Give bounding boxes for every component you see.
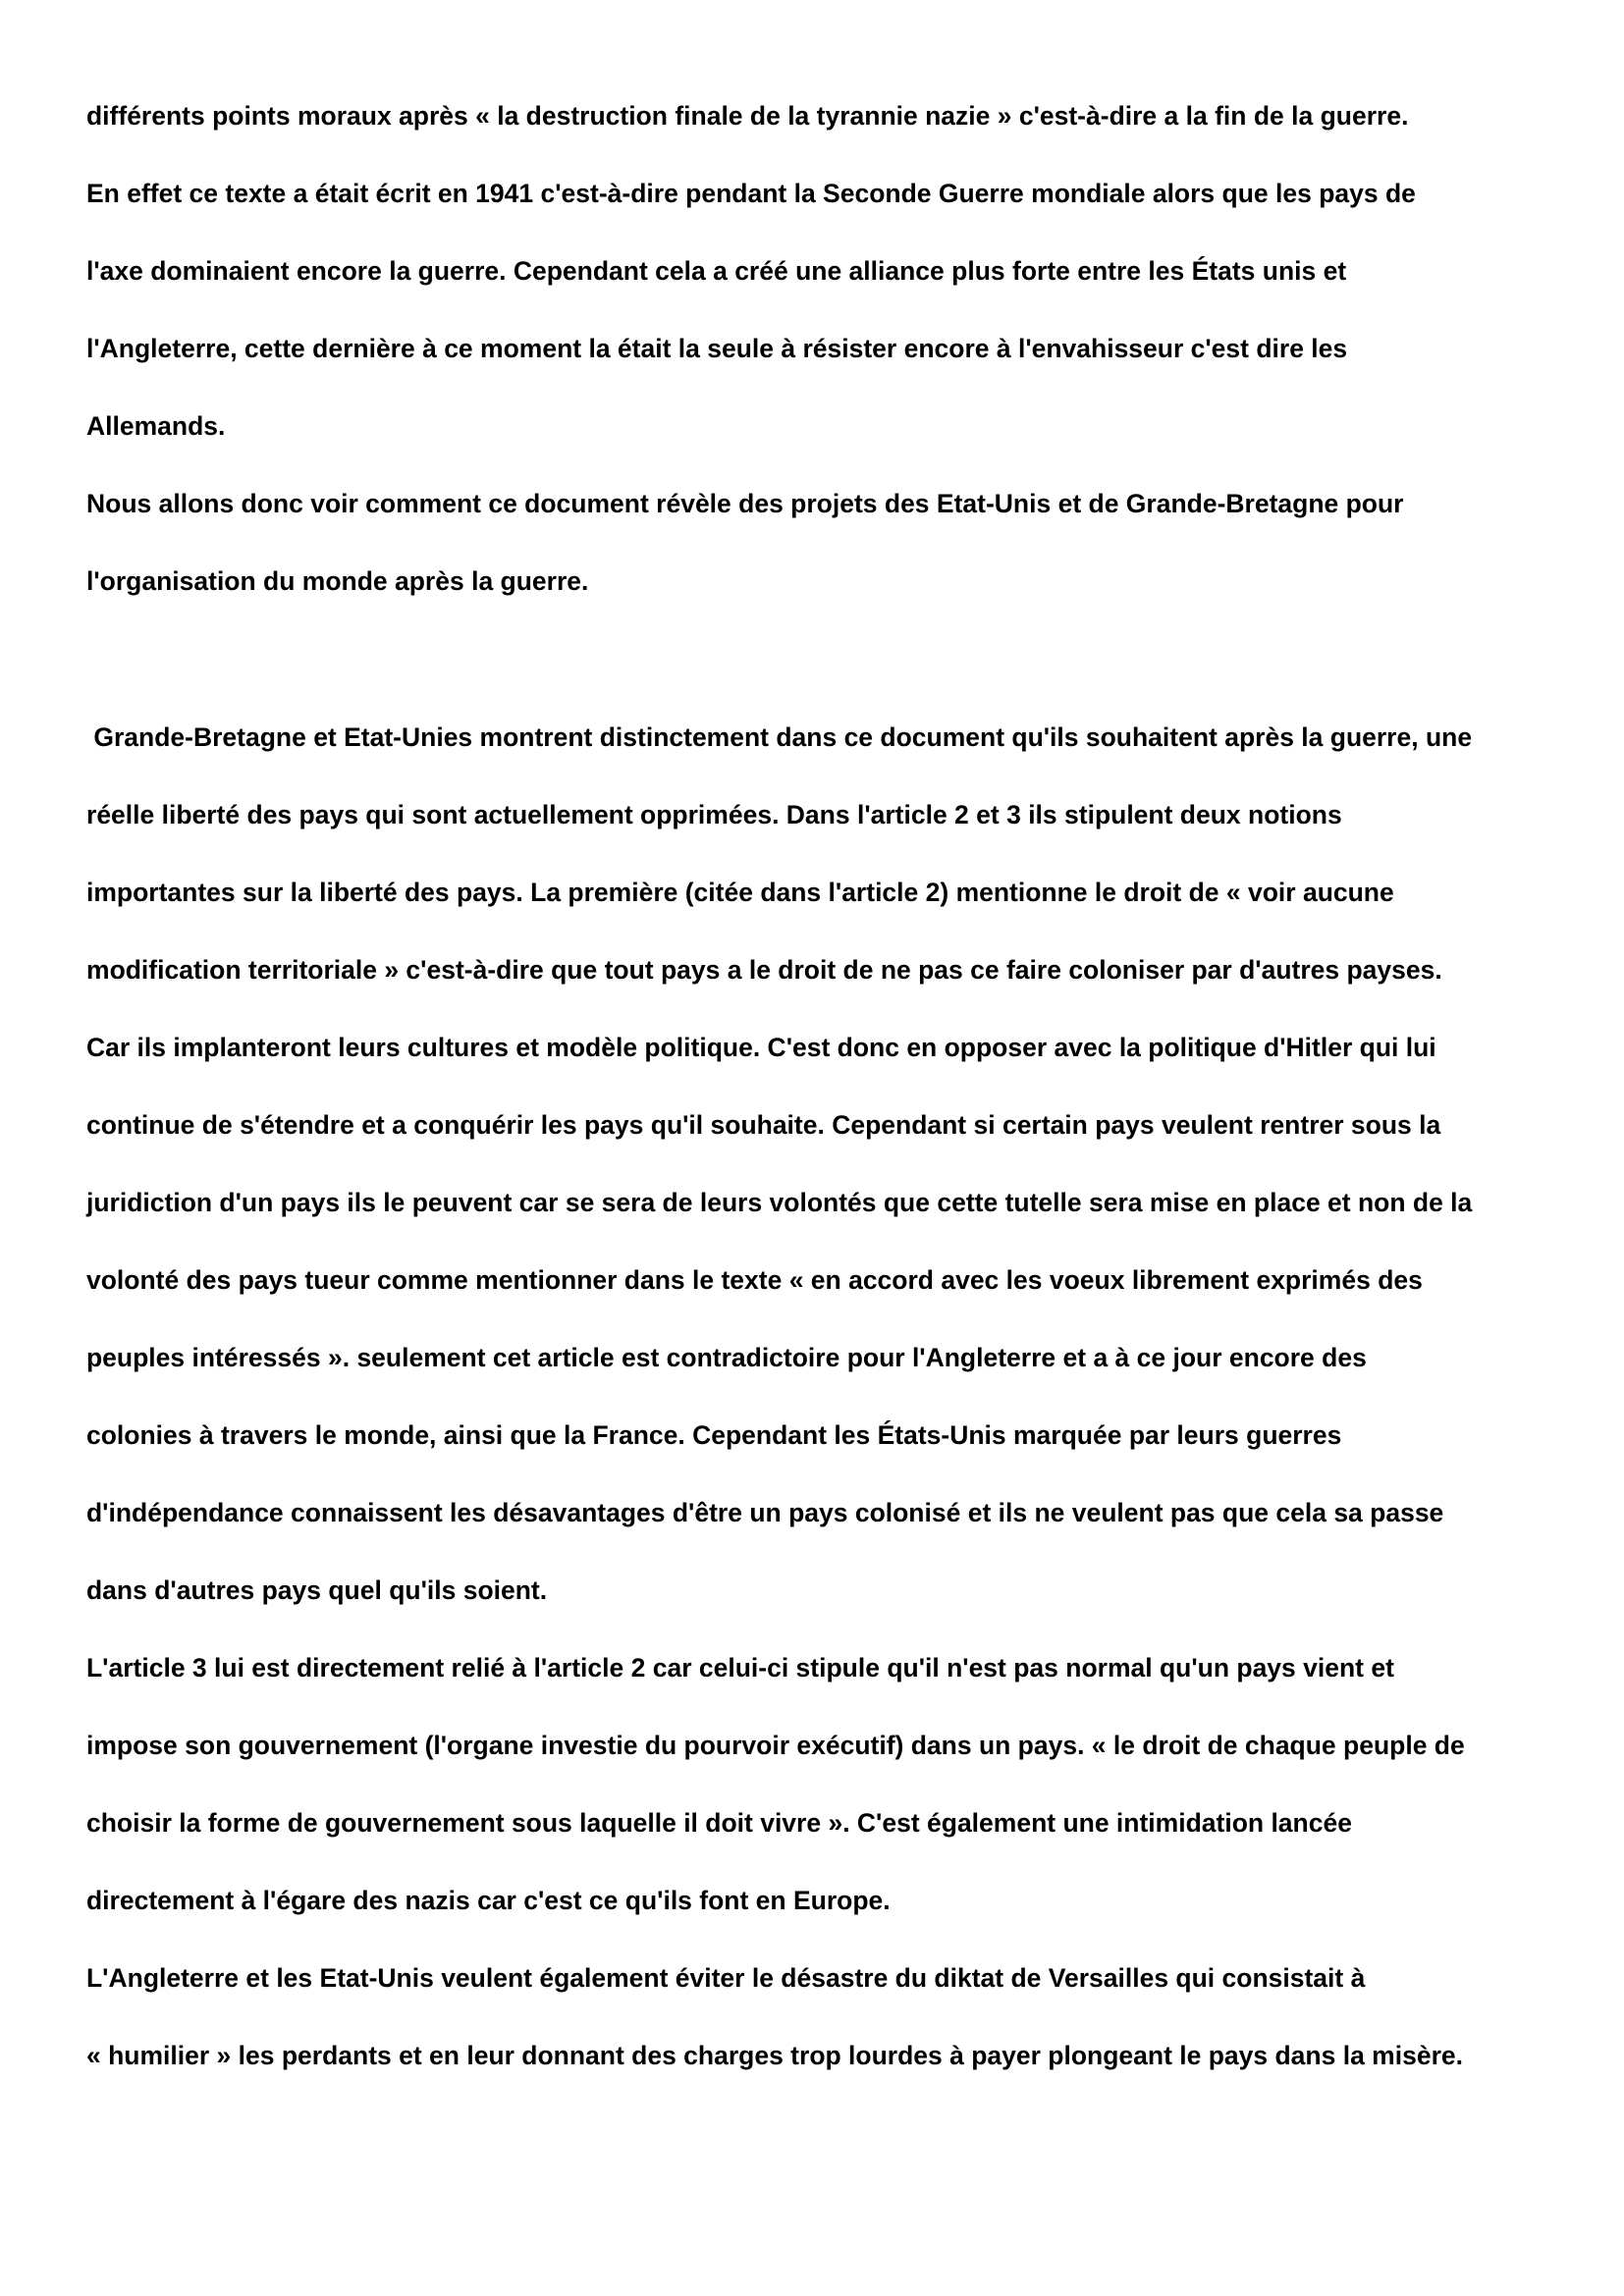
text-line: l'Angleterre, cette dernière à ce moment la était la seule à résister encore à l'envahisseur c'est dire les xyxy=(86,334,1348,363)
text-line: directement à l'égare des nazis car c'est ce qu'ils font en Europe. xyxy=(86,1886,891,1915)
text-line: L'Angleterre et les Etat-Unis veulent également éviter le désastre du diktat de Versailles qui consistait à xyxy=(86,1963,1366,1993)
text-line: dans d'autres pays quel qu'ils soient. xyxy=(86,1575,548,1605)
text-line: choisir la forme de gouvernement sous laquelle il doit vivre ». C'est également une intimidation lancée xyxy=(86,1808,1352,1838)
text-line: Grande-Bretagne et Etat-Unies montrent distinctement dans ce document qu'ils souhaitent après la guerre, une xyxy=(86,722,1473,752)
text-line: Allemands. xyxy=(86,411,226,441)
text-line: modification territoriale » c'est-à-dire que tout pays a le droit de ne pas ce faire coloniser par d'autres payses. xyxy=(86,955,1442,985)
text-line: colonies à travers le monde, ainsi que la France. Cependant les États-Unis marquée par leurs guerres xyxy=(86,1420,1342,1450)
text-line: L'article 3 lui est directement relié à l'article 2 car celui-ci stipule qu'il n'est pas normal qu'un pays vient et xyxy=(86,1653,1394,1682)
text-line: réelle liberté des pays qui sont actuellement opprimées. Dans l'article 2 et 3 ils stipulent deux notions xyxy=(86,800,1342,829)
text-line: importantes sur la liberté des pays. La première (citée dans l'article 2) mentionne le droit de « voir aucune xyxy=(86,878,1394,907)
text-line: l'organisation du monde après la guerre. xyxy=(86,566,589,596)
text-line: continue de s'étendre et a conquérir les pays qu'il souhaite. Cependant si certain pays veulent rentrer sous la xyxy=(86,1110,1441,1140)
text-line: « humilier » les perdants et en leur donnant des charges trop lourdes à payer plongeant le pays dans la misère. xyxy=(86,2041,1463,2070)
text-line: Car ils implanteront leurs cultures et modèle politique. C'est donc en opposer avec la politique d'Hitler qui lui xyxy=(86,1033,1436,1062)
text-line: Nous allons donc voir comment ce document révèle des projets des Etat-Unis et de Grande-Bretagne pour xyxy=(86,489,1404,518)
text-line: volonté des pays tueur comme mentionner dans le texte « en accord avec les voeux librement exprimés des xyxy=(86,1265,1423,1295)
text-line: peuples intéressés ». seulement cet article est contradictoire pour l'Angleterre et a à ce jour encore des xyxy=(86,1343,1367,1372)
text-line: différents points moraux après « la destruction finale de la tyrannie nazie » c'est-à-dire a la fin de la guerre. xyxy=(86,101,1409,131)
text-line: En effet ce texte a était écrit en 1941 c'est-à-dire pendant la Seconde Guerre mondiale alors que les pays de xyxy=(86,179,1416,208)
text-line: d'indépendance connaissent les désavantages d'être un pays colonisé et ils ne veulent pas que cela sa passe xyxy=(86,1498,1444,1527)
text-line: juridiction d'un pays ils le peuvent car se sera de leurs volontés que cette tutelle sera mise en place et non de la xyxy=(86,1188,1473,1217)
text-line: l'axe dominaient encore la guerre. Cependant cela a créé une alliance plus forte entre les États unis et xyxy=(86,256,1347,286)
text-line: impose son gouvernement (l'organe investie du pourvoir exécutif) dans un pays. « le droit de chaque peuple de xyxy=(86,1731,1465,1760)
